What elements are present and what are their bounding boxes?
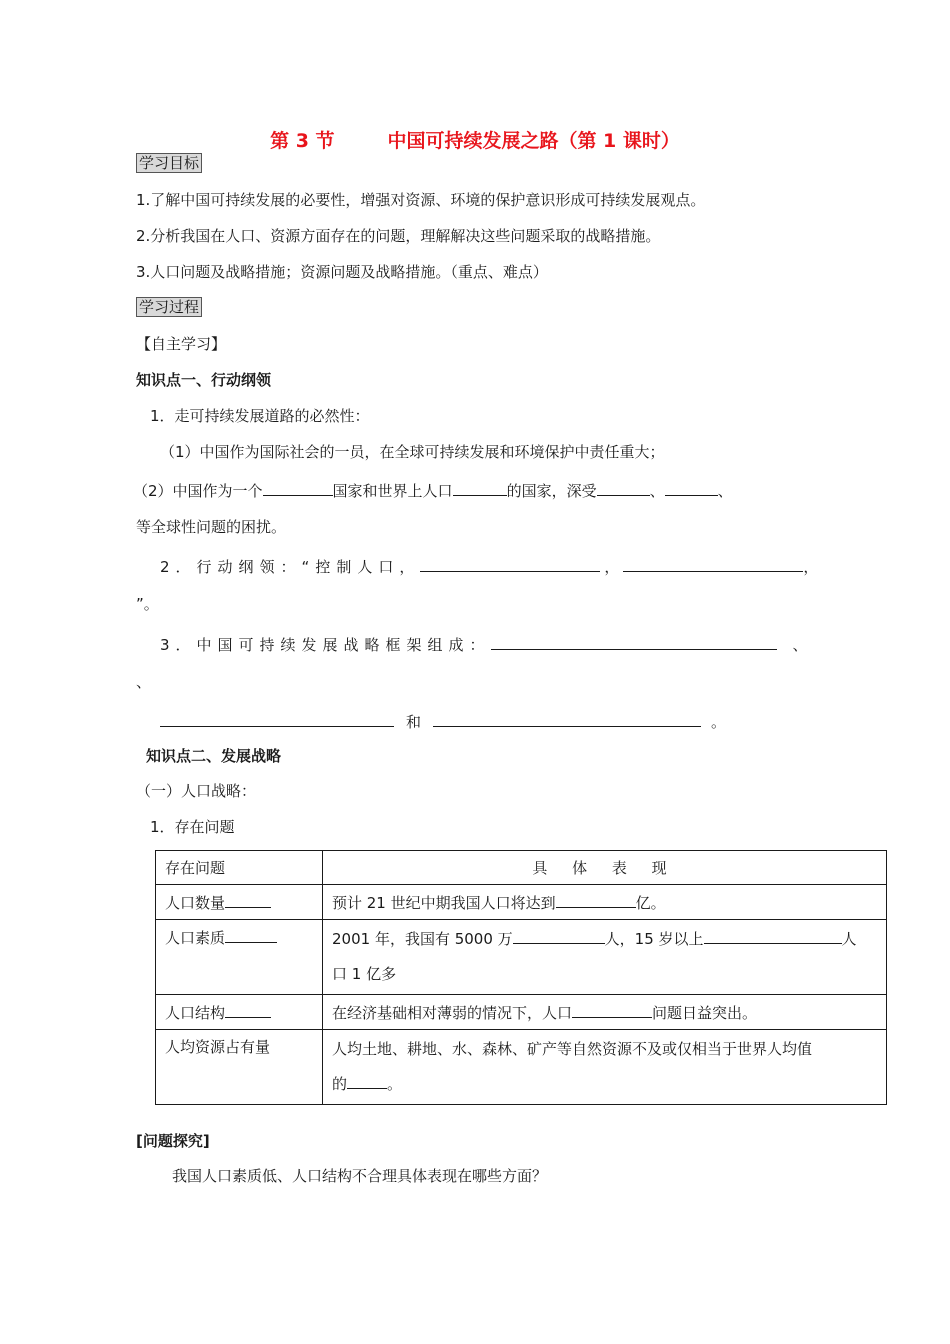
detail-text: 口 1 亿多 — [332, 965, 397, 983]
q2-comma-2: ， — [803, 558, 819, 576]
answer-blank[interactable] — [704, 927, 842, 944]
detail-cell — [323, 995, 887, 1030]
q1b-text-3: 的国家，深受 — [506, 482, 597, 500]
kp1-q3 — [160, 633, 808, 655]
kp2-item1: 1．存在问题 — [150, 818, 235, 836]
answer-blank[interactable] — [556, 891, 636, 908]
goal-item: 1.了解中国可持续发展的必要性，增强对资源、环境的保护意识形成可持续发展观点。 — [136, 191, 706, 209]
kp2-sub1: （一）人口战略： — [136, 782, 257, 800]
process-heading: 学习过程 — [136, 297, 202, 317]
table-row — [156, 885, 887, 920]
answer-blank[interactable] — [623, 555, 803, 572]
answer-blank[interactable] — [665, 479, 718, 496]
detail-cell — [323, 885, 887, 920]
answer-blank[interactable] — [347, 1072, 387, 1089]
q3-end: 。 — [711, 713, 727, 731]
answer-blank[interactable] — [420, 555, 600, 572]
table-header-cell: 存在问题 — [156, 851, 323, 885]
detail-text: 人，15 岁以上 — [604, 930, 704, 948]
detail-text: 。 — [387, 1075, 403, 1093]
inquiry-question: 我国人口素质低、人口结构不合理具体表现在哪些方面？ — [172, 1167, 548, 1185]
table-header-cell: 具 体 表 现 — [323, 851, 887, 885]
q1b-text-1: （2）中国作为一个 — [133, 482, 263, 500]
detail-text: 预计 21 世纪中期我国人口将达到 — [332, 894, 556, 912]
answer-blank[interactable] — [225, 1001, 271, 1018]
kp1-q1-b-cont: 等全球性问题的困扰。 — [136, 518, 287, 536]
inquiry-heading: [问题探究] — [136, 1132, 210, 1150]
answer-blank[interactable] — [225, 891, 271, 908]
answer-blank[interactable] — [263, 479, 333, 496]
kp1-q1-b — [133, 479, 733, 501]
table-row — [156, 920, 887, 995]
answer-blank[interactable] — [513, 927, 605, 944]
problem-cell: 人均资源占有量 — [156, 1030, 323, 1105]
problem-cell — [156, 885, 323, 920]
table-header-row — [156, 851, 887, 885]
page-title: 第 3 节 中国可持续发展之路（第 1 课时） — [270, 130, 680, 152]
q1b-sep-1: 、 — [649, 482, 665, 500]
goals-heading-row — [136, 153, 202, 173]
q2-prefix: 2．行动纲领：“控制人口， — [160, 558, 421, 576]
problem-label: 人口数量 — [165, 894, 226, 912]
process-heading-row — [136, 297, 202, 317]
kp1-q1: 1．走可持续发展道路的必然性： — [150, 407, 370, 425]
detail-cell — [323, 1030, 887, 1105]
answer-blank[interactable] — [160, 710, 394, 727]
kp1-q2-end: ”。 — [136, 595, 159, 613]
kp2-heading: 知识点二、发展战略 — [146, 747, 282, 765]
goals-heading: 学习目标 — [136, 153, 202, 173]
q1b-sep-2: 、 — [717, 482, 733, 500]
answer-blank[interactable] — [572, 1001, 652, 1018]
kp1-heading: 知识点一、行动纲领 — [136, 371, 272, 389]
goal-item: 3.人口问题及战略措施；资源问题及战略措施。（重点、难点） — [136, 263, 548, 281]
problem-label: 人口结构 — [165, 1004, 226, 1022]
problem-cell — [156, 920, 323, 995]
detail-text: 在经济基础相对薄弱的情况下，人口 — [332, 1004, 573, 1022]
kp1-q2 — [160, 555, 818, 577]
self-study-label: 【自主学习】 — [136, 335, 227, 353]
goal-item: 2.分析我国在人口、资源方面存在的问题，理解解决这些问题采取的战略措施。 — [136, 227, 661, 245]
q3-sep-2: 、 — [136, 673, 152, 691]
q1b-text-2: 国家和世界上人口 — [332, 482, 453, 500]
q3-prefix: 3．中国可持续发展战略框架组成： — [160, 636, 491, 654]
q2-comma-1: ， — [604, 558, 620, 576]
kp1-q1-a: （1）中国作为国际社会的一员，在全球可持续发展和环境保护中责任重大； — [160, 443, 665, 461]
detail-text: 的 — [332, 1075, 348, 1093]
problem-cell — [156, 995, 323, 1030]
problem-label: 人口素质 — [165, 929, 226, 947]
problems-table — [155, 850, 887, 1105]
detail-cell — [323, 920, 887, 995]
answer-blank[interactable] — [225, 926, 277, 943]
table-row — [156, 995, 887, 1030]
kp1-q3-cont — [160, 710, 726, 732]
detail-text: 人均土地、耕地、水、森林、矿产等自然资源不及或仅相当于世界人均值 — [332, 1040, 813, 1058]
q3-sep-1: 、 — [792, 636, 808, 654]
answer-blank[interactable] — [597, 479, 650, 496]
answer-blank[interactable] — [453, 479, 507, 496]
answer-blank[interactable] — [491, 633, 777, 650]
table-row — [156, 1030, 887, 1105]
detail-text: 2001 年，我国有 5000 万 — [332, 930, 513, 948]
answer-blank[interactable] — [433, 710, 701, 727]
q3-and: 和 — [406, 713, 422, 731]
detail-text: 人 — [841, 930, 857, 948]
detail-text: 问题日益突出。 — [652, 1004, 758, 1022]
detail-text: 亿。 — [635, 894, 666, 912]
